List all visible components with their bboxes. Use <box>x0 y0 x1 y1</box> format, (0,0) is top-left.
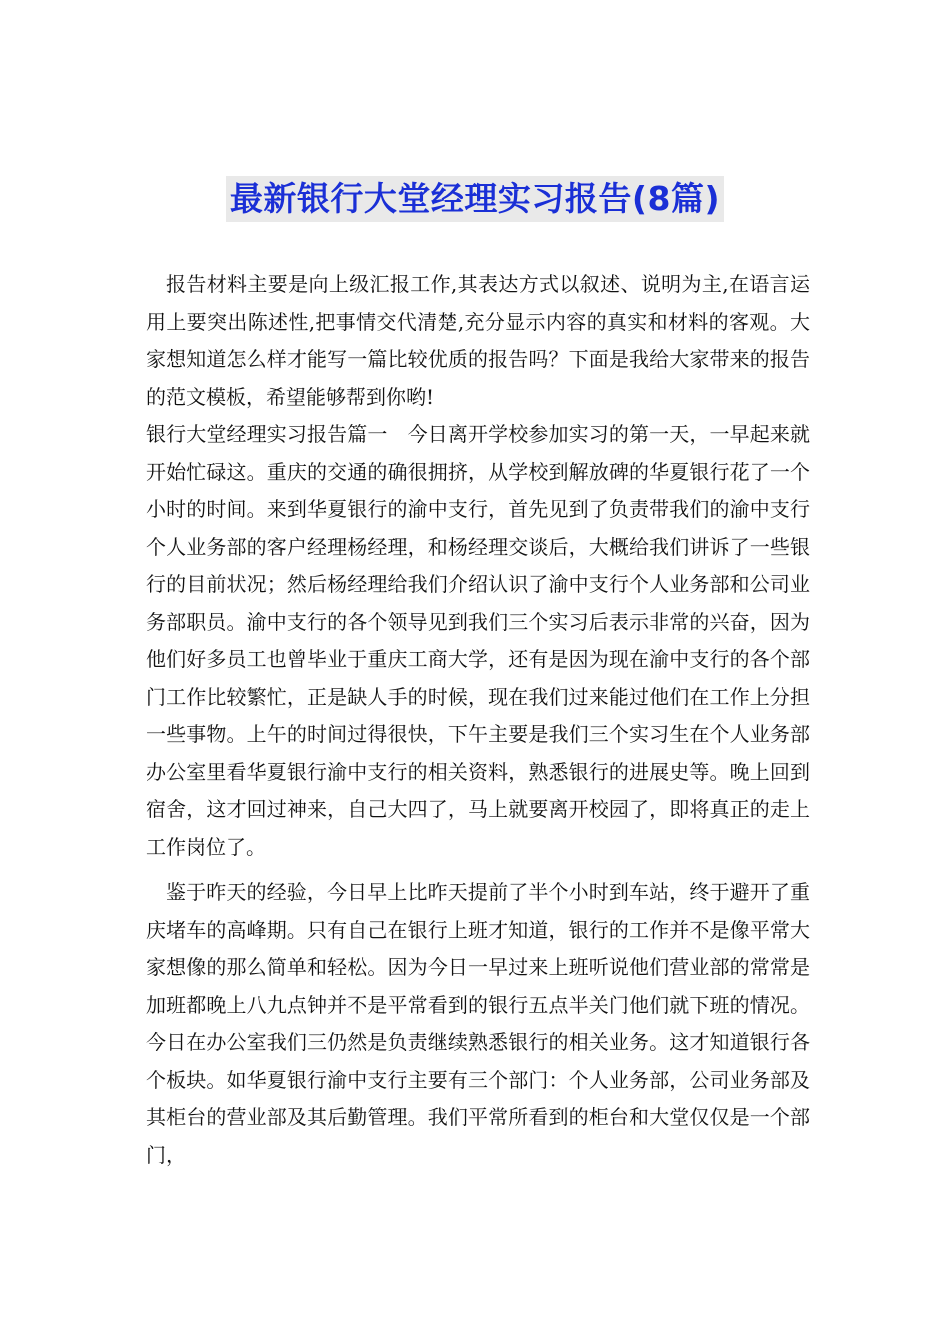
report-paragraph-2: 鉴于昨天的经验，今日早上比昨天提前了半个小时到车站，终于避开了重庆堵车的高峰期。只有自己在银行上班才知道，银行的工作并不是像平常大家想像的那么简单和轻松。因为今日一早过来上班听说他们营业部的常常是加班都晚上八九点钟并不是平常看到的银行五点半关门他们就下班的情况。今日在办公室我们三仍然是负责继续熟悉银行的相关业务。这才知道银行各个板块。如华夏银行渝中支行主要有三个部门：个人业务部，公司业务部及其柜台的营业部及其后勤管理。我们平常所看到的柜台和大堂仅仅是一个部门， <box>146 880 810 1167</box>
title-container <box>0 176 950 222</box>
report-paragraph-1: 银行大堂经理实习报告篇一 今日离开学校参加实习的第一天，一早起来就开始忙碌这。重庆的交通的确很拥挤，从学校到解放碑的华夏银行花了一个小时的时间。来到华夏银行的渝中支行，首先见到了负责带我们的渝中支行个人业务部的客户经理杨经理，和杨经理交谈后，大概给我们讲诉了一些银行的目前状况；然后杨经理给我们介绍认识了渝中支行个人业务部和公司业务部职员。渝中支行的各个领导见到我们三个实习后表示非常的兴奋，因为他们好多员工也曾毕业于重庆工商大学，还有是因为现在渝中支行的各个部门工作比较繁忙，正是缺人手的时候，现在我们过来能过他们在工作上分担一些事物。上午的时间过得很快，下午主要是我们三个实习生在个人业务部办公室里看华夏银行渝中支行的相关资料，熟悉银行的进展史等。晚上回到宿舍，这才回过神来，自己大四了，马上就要离开校园了，即将真正的走上工作岗位了。 <box>146 422 810 859</box>
intro-paragraph: 报告材料主要是向上级汇报工作,其表达方式以叙述、说明为主,在语言运用上要突出陈述性,把事情交代清楚,充分显示内容的真实和材料的客观。大家想知道怎么样才能写一篇比较优质的报告吗？下面是我给大家带来的报告的范文模板，希望能够帮到你哟! <box>146 272 810 409</box>
document-body <box>146 266 810 1174</box>
document-title: 最新银行大堂经理实习报告(8篇) <box>226 176 724 222</box>
